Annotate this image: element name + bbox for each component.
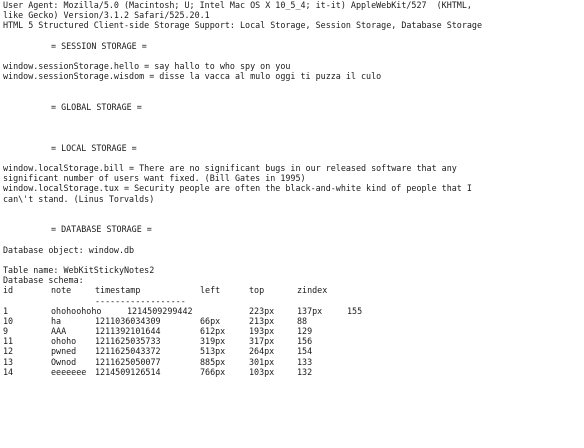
cell-note: Ownod — [51, 356, 77, 367]
separator-line: ------------------ — [95, 295, 186, 306]
cell-left: 223px — [249, 305, 275, 316]
cell-note: AAA — [51, 326, 67, 337]
cell-zindex: 88 — [297, 315, 308, 326]
cell-timestamp: 1211036034309 — [95, 315, 161, 326]
cell-zindex: 132 — [297, 366, 313, 377]
cell-timestamp: 1214509299442 — [127, 305, 193, 316]
cell-timestamp: 1214509126514 — [95, 366, 161, 377]
cell-note: ohohoohoho — [51, 305, 102, 316]
cell-top: 301px — [249, 356, 275, 367]
cell-note: pwned — [51, 346, 77, 357]
cell-left: 66px — [200, 315, 221, 326]
table-separator — [3, 296, 581, 306]
local-storage-entry: window.localStorage.bill = There are no significant bugs in our released software that any significant number of users want fixed. (Bill Gates in 1995) — [3, 163, 457, 184]
cell-zindex: 154 — [297, 346, 313, 357]
cell-top: 317px — [249, 336, 275, 347]
cell-zindex: 156 — [297, 336, 313, 347]
table-row — [3, 357, 581, 367]
cell-id: 10 — [3, 315, 14, 326]
column-header-id: id — [3, 285, 14, 296]
cell-top: 264px — [249, 346, 275, 357]
cell-id: 14 — [3, 366, 14, 377]
database-object-text: Database object: window.db — [3, 244, 135, 255]
session-storage-header: = SESSION STORAGE = — [51, 40, 147, 51]
column-header-note: note — [51, 285, 72, 296]
cell-timestamp: 1211392101644 — [95, 326, 161, 337]
cell-top: 137px — [297, 305, 323, 316]
cell-zindex: 155 — [347, 305, 363, 316]
cell-left: 885px — [200, 356, 226, 367]
global-storage-header: = GLOBAL STORAGE = — [51, 101, 142, 112]
table-header-row — [3, 285, 581, 295]
table-row — [3, 306, 581, 316]
cell-left: 766px — [200, 366, 226, 377]
cell-note: ha — [51, 315, 62, 326]
cell-zindex: 129 — [297, 326, 313, 337]
column-header-zindex: zindex — [297, 285, 328, 296]
cell-id: 9 — [3, 326, 9, 337]
cell-id: 1 — [3, 305, 9, 316]
cell-id: 12 — [3, 346, 14, 357]
cell-top: 193px — [249, 326, 275, 337]
table-row — [3, 346, 581, 356]
support-text: HTML 5 Structured Client-side Storage Support: Local Storage, Session Storage, Database Storage — [3, 20, 483, 31]
database-schema-label: Database schema: — [3, 275, 84, 286]
table-row — [3, 336, 581, 346]
table-name-text: Table name: WebKitStickyNotes2 — [3, 264, 155, 275]
cell-note: ohoho — [51, 336, 77, 347]
local-storage-header: = LOCAL STORAGE = — [51, 142, 137, 153]
cell-top: 103px — [249, 366, 275, 377]
session-storage-line: window.sessionStorage.hello = say hallo to who spy on you — [3, 61, 291, 72]
table-row — [3, 326, 581, 336]
user-agent-text: User Agent: Mozilla/5.0 (Macintosh; U; Intel Mac OS X 10_5_4; it-it) AppleWebKit/527 (KHTML, like Gecko) Version/3.1.2 Safari/525.20.1 — [3, 0, 472, 21]
column-header-top: top — [249, 285, 265, 296]
cell-top: 213px — [249, 315, 275, 326]
session-storage-line: window.sessionStorage.wisdom = disse la vacca al mulo oggi ti puzza il culo — [3, 71, 382, 82]
column-header-left: left — [200, 285, 221, 296]
table-row — [3, 316, 581, 326]
column-header-timestamp: timestamp — [95, 285, 141, 296]
cell-id: 11 — [3, 336, 14, 347]
cell-timestamp: 1211625050077 — [95, 356, 161, 367]
cell-left: 319px — [200, 336, 226, 347]
cell-note: eeeeeee — [51, 366, 87, 377]
storage-report-page — [3, 0, 581, 377]
cell-id: 13 — [3, 356, 14, 367]
database-storage-header: = DATABASE STORAGE = — [51, 224, 152, 235]
cell-zindex: 133 — [297, 356, 313, 367]
cell-timestamp: 1211625035733 — [95, 336, 161, 347]
table-row — [3, 367, 581, 377]
local-storage-entry: window.localStorage.tux = Security people are often the black-and-white kind of people that I can\'t stand. (Linus Torvalds) — [3, 183, 472, 204]
cell-timestamp: 1211625043372 — [95, 346, 161, 357]
cell-left: 612px — [200, 326, 226, 337]
cell-left: 513px — [200, 346, 226, 357]
